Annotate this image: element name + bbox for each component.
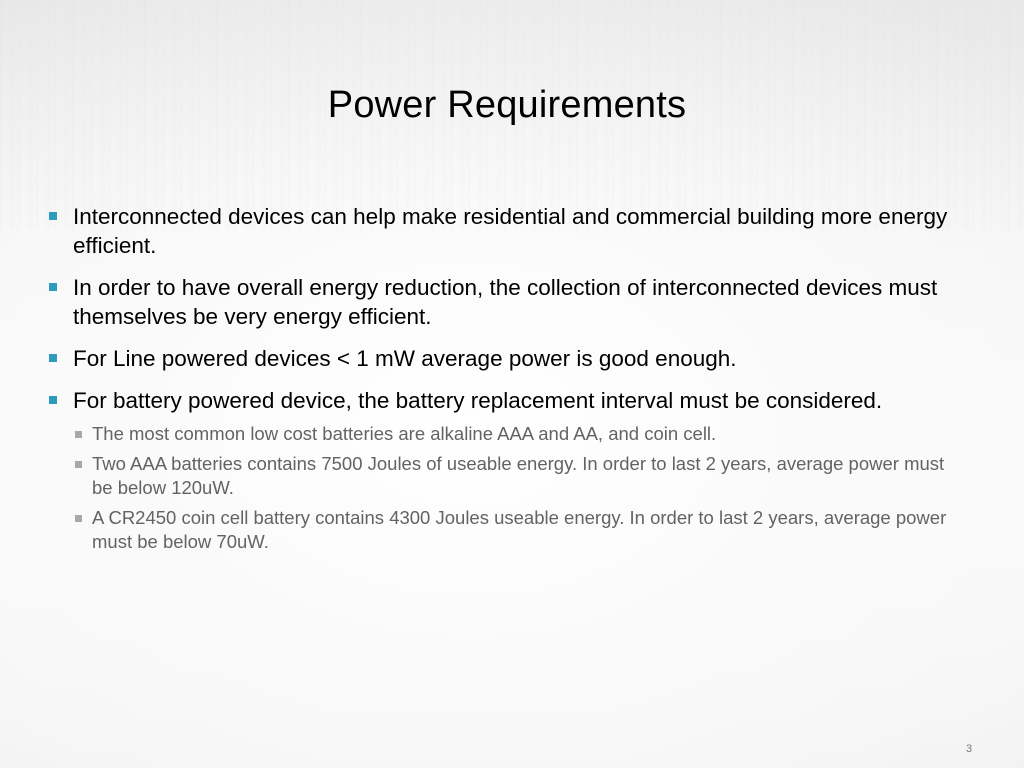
- square-bullet-icon: [49, 283, 57, 291]
- bullet-item: [48, 273, 948, 331]
- small-square-bullet-icon: [75, 515, 82, 522]
- small-square-bullet-icon: [75, 461, 82, 468]
- bullet-text: In order to have overall energy reduction, the collection of interconnected devices must themselves be very energy efficient.: [73, 275, 938, 329]
- sub-bullet-text: A CR2450 coin cell battery contains 4300 Joules useable energy. In order to last 2 years, average power must be below 70uW.: [92, 507, 947, 552]
- page-number: 3: [966, 743, 973, 755]
- bullet-text: For Line powered devices < 1 mW average power is good enough.: [73, 346, 737, 371]
- bullet-text: For battery powered device, the battery replacement interval must be considered.: [73, 388, 883, 413]
- small-square-bullet-icon: [75, 431, 82, 438]
- bullet-text: Interconnected devices can help make residential and commercial building more energy efficient.: [73, 204, 948, 258]
- sub-bullet-item: [48, 422, 948, 446]
- square-bullet-icon: [49, 354, 57, 362]
- square-bullet-icon: [49, 396, 57, 404]
- bullet-item: [48, 386, 948, 415]
- sub-bullet-item: [48, 506, 948, 554]
- sub-bullet-text: Two AAA batteries contains 7500 Joules of useable energy. In order to last 2 years, average power must be below 120uW.: [92, 453, 945, 498]
- slide-body: [48, 202, 948, 560]
- sub-bullet-item: [48, 452, 948, 500]
- slide-title: Power Requirements: [327, 84, 687, 126]
- bullet-item: [48, 344, 948, 373]
- sub-bullet-text: The most common low cost batteries are alkaline AAA and AA, and coin cell.: [92, 423, 717, 444]
- square-bullet-icon: [49, 212, 57, 220]
- bullet-item: [48, 202, 948, 260]
